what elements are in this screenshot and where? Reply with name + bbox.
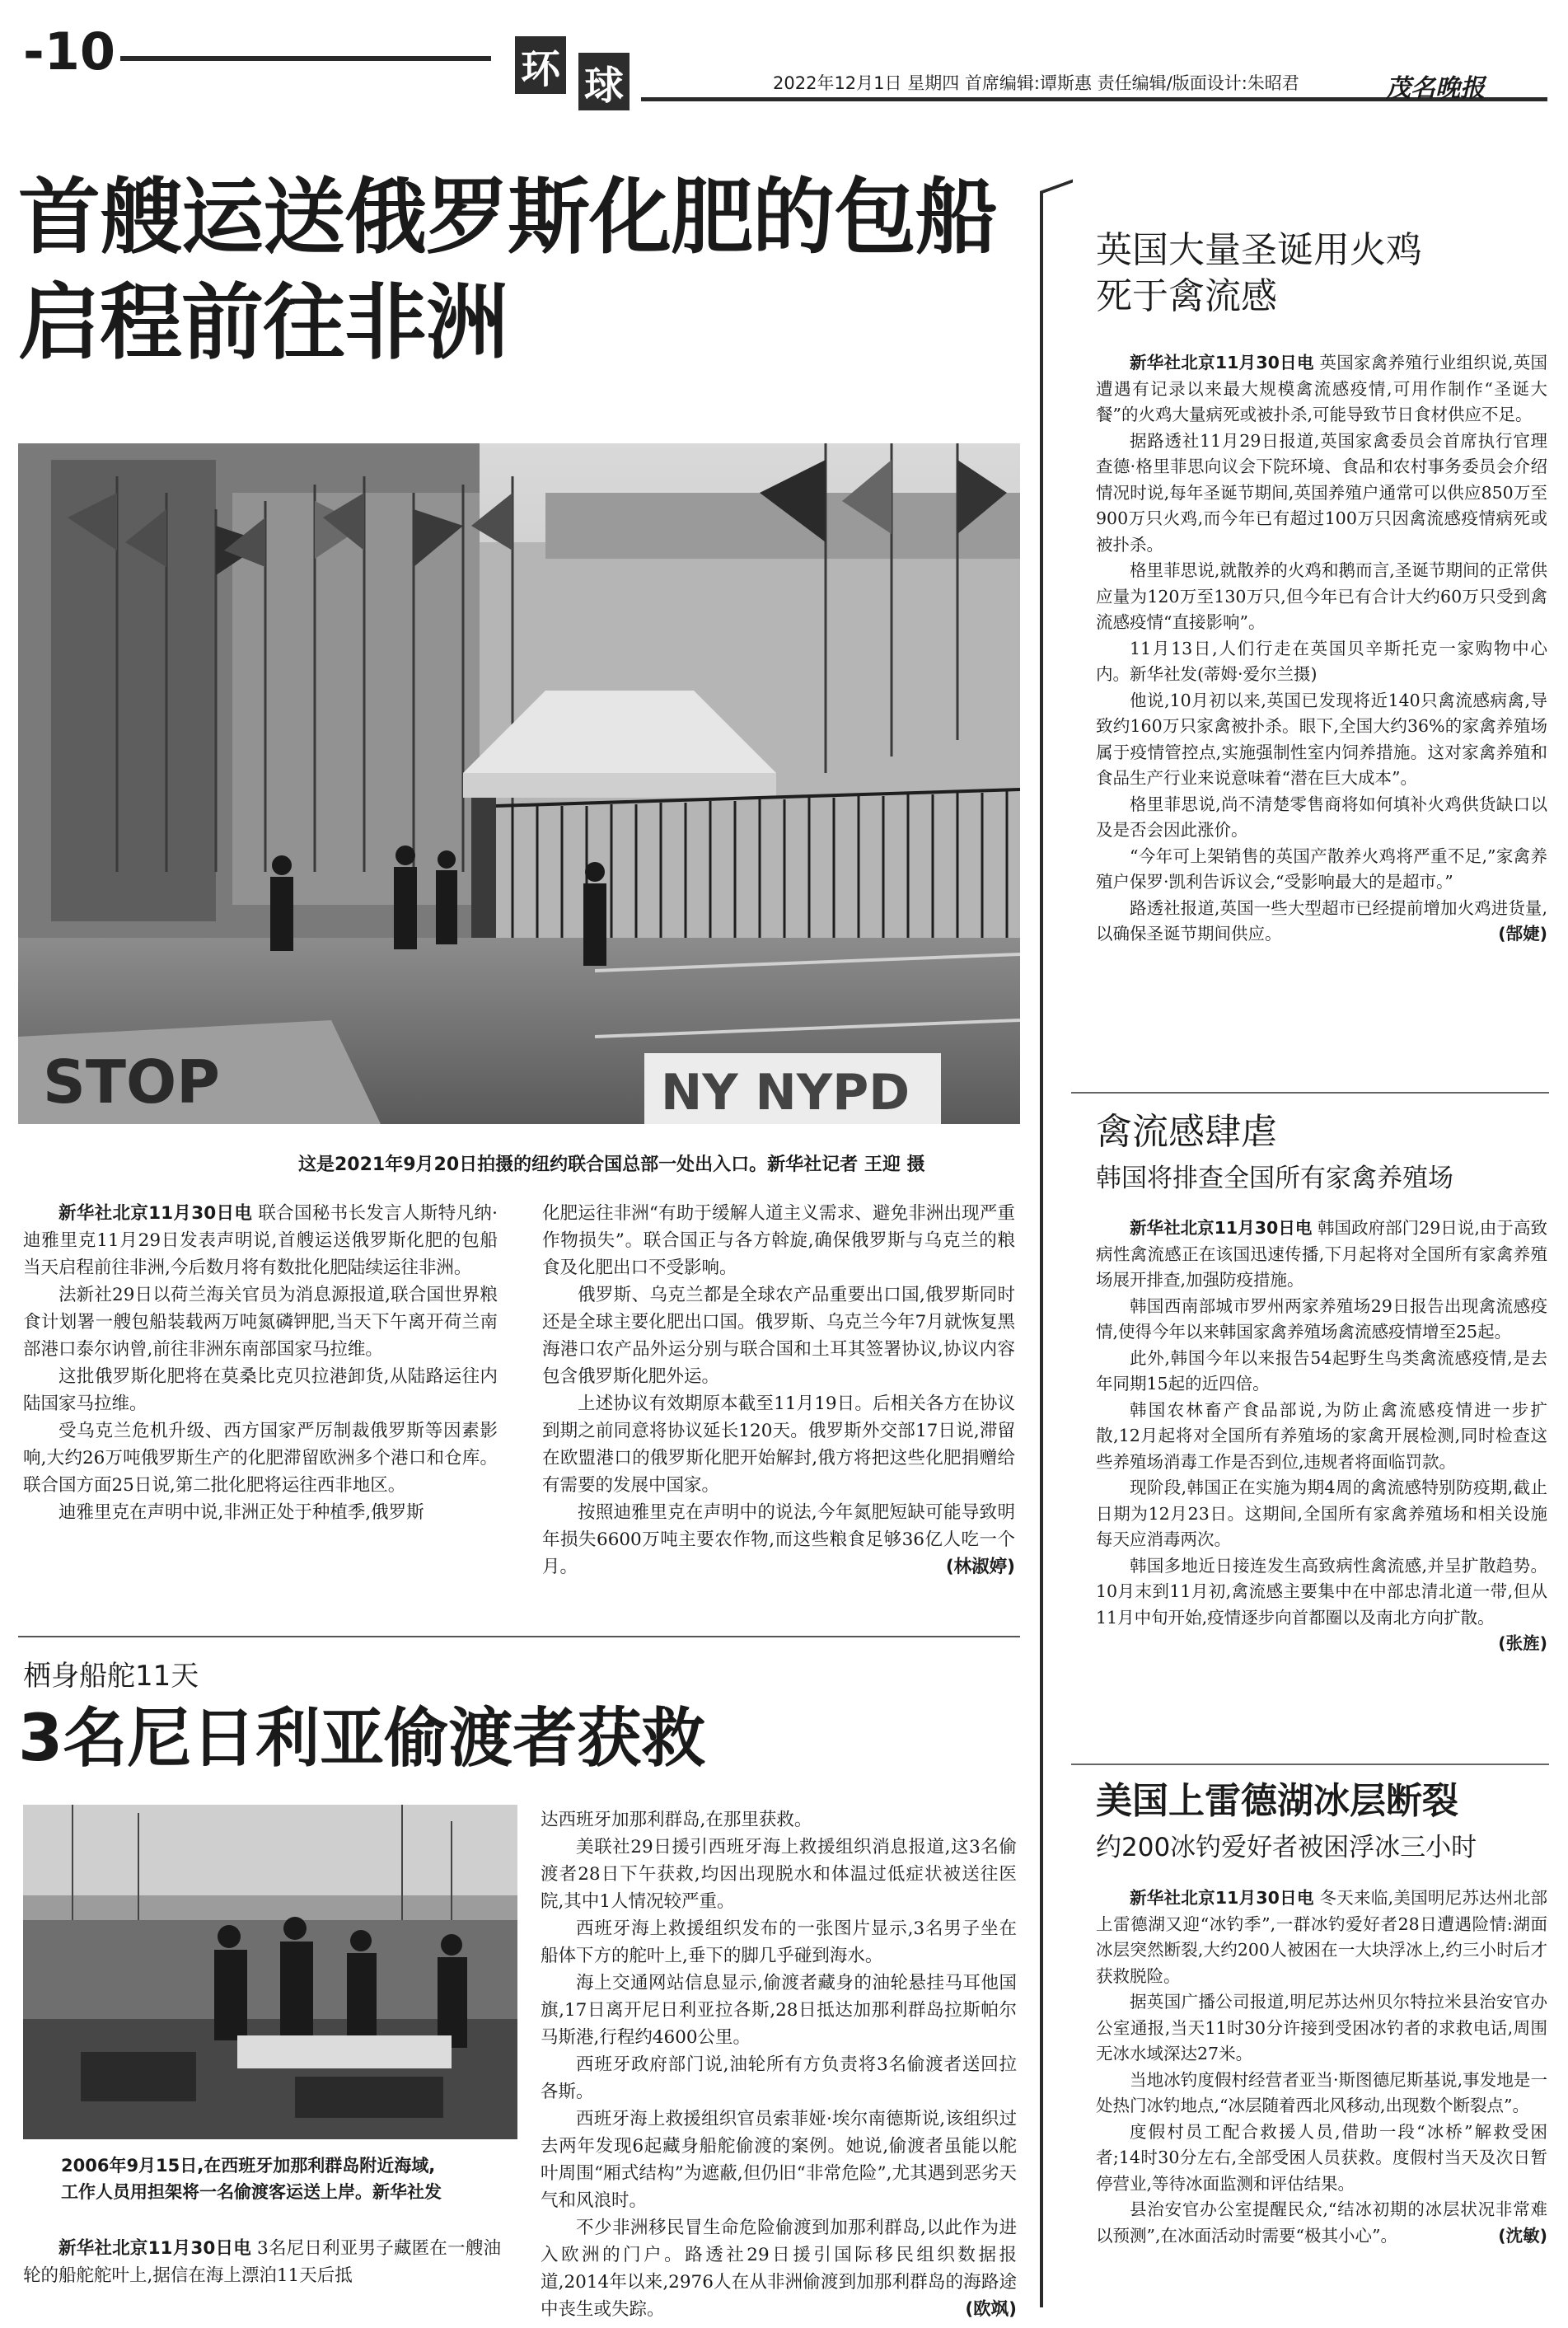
second-photo-caption (61, 2152, 522, 2205)
section-label-char-2 (578, 53, 630, 110)
stop-sign-text: STOP (43, 1047, 220, 1117)
sidebar-story-3-dateline: 新华社北京11月30日电 (1130, 1888, 1314, 1908)
sidebar-story-3-byline: (沈敏) (1498, 2225, 1547, 2246)
second-paragraph: 美联社29日援引西班牙海上救援组织消息报道,这3名偷渡者28日下午获救,均因出现脱水和体温过低症状被送往医院,其中1人情况较严重。 (541, 1837, 1017, 1912)
second-body-col-2 (541, 1806, 1017, 2323)
lead-body-col-1 (23, 1200, 498, 1526)
sidebar-story-1-paragraph (1096, 896, 1547, 948)
second-byline: (欧飒) (965, 2299, 1017, 2320)
second-paragraph: 西班牙海上救援组织官员索菲娅·埃尔南德斯说,该组织过去两年发现6起藏身船舵偷渡的案例。她说,偷渡者虽能以舵叶周围“厢式结构”为遮蔽,但仍旧“非常危险”,尤其遇到恶劣天气和风浪时。 (541, 2109, 1017, 2211)
sidebar-story-3-paragraph-text: 县治安官办公室提醒民众,“结冰初期的冰层状况非常难以预测”,在冰面活动时需要“极其小心”。 (1096, 2199, 1547, 2246)
sidebar-story-2-headline: 禽流感肆虐 (1096, 1111, 1277, 1153)
sidebar-story-2-paragraph: 韩国农林畜产食品部说,为防止禽流感疫情进一步扩散,12月起将对全国所有养殖场的家禽开展检测,同时检查这些养殖场消毒工作是否到位,违规者将面临罚款。 (1096, 1399, 1547, 1472)
lead-paragraph: 这批俄罗斯化肥将在莫桑比克贝拉港卸货,从陆路运往内陆国家马拉维。 (23, 1366, 498, 1414)
header-info: 2022年12月1日 星期四 首席编辑:谭斯惠 责任编辑/版面设计:朱昭君 (773, 73, 1299, 93)
second-photo-caption-line-2: 工作人员用担架将一名偷渡客运送上岸。新华社发 (61, 2182, 442, 2202)
lead-paragraph: 上述协议有效期原本截至11月19日。后相关各方在协议到期之前同意将协议延长120天。俄罗斯外交部17日说,滞留在欧盟港口的俄罗斯化肥开始解封,俄方将把这些化肥捐赠给有需要的发展中国家。 (542, 1394, 1015, 1496)
second-dateline: 新华社北京11月30日电 (59, 2238, 251, 2259)
masthead: 茂名晚报 (1386, 74, 1485, 103)
sidebar-divider-1 (1071, 1092, 1549, 1094)
sidebar-story-3-headline: 美国上雷德湖冰层断裂 (1096, 1780, 1458, 1822)
sidebar-story-2-paragraph-text: 韩国政府部门29日说,由于高致病性禽流感正在该国迅速传播,下月起将对全国所有家禽养殖场展开排查,加强防疫措施。 (1096, 1218, 1547, 1290)
second-paragraph (23, 2235, 501, 2289)
sidebar-story-2-paragraph-text: 韩国多地近日接连发生高致病性禽流感,并呈扩散趋势。10月末到11月初,禽流感主要集中在中部忠清北道一带,但从11月中旬开始,疫情逐步向首都圈以及南北方向扩散。 (1096, 1555, 1547, 1628)
lead-photo-image (18, 443, 1020, 1124)
sidebar-story-3-paragraph: 当地冰钓度假村经营者亚当·斯图德尼斯基说,事发地是一处热门冰钓地点,“冰层随着西北风移动,出现数个断裂点”。 (1096, 2069, 1547, 2115)
sidebar-rule-vertical (1040, 191, 1043, 2307)
second-paragraph (541, 2214, 1017, 2323)
sidebar-story-1-paragraph: 格里菲思说,尚不清楚零售商将如何填补火鸡供货缺口以及是否会因此涨价。 (1096, 794, 1547, 840)
sidebar-story-3-body (1096, 1885, 1547, 2249)
sidebar-story-2-subhead: 韩国将排查全国所有家禽养殖场 (1096, 1164, 1453, 1193)
sidebar-story-3-paragraph: 据英国广播公司报道,明尼苏达州贝尔特拉米县治安官办公室通报,当天11时30分许接到受困冰钓者的求救电话,周围无冰水域深达27米。 (1096, 1992, 1547, 2063)
second-paragraph: 西班牙海上救援组织发布的一张图片显示,3名男子坐在船体下方的舵叶上,垂下的脚几乎碰到海水。 (541, 1918, 1017, 1966)
second-paragraph-text: 不少非洲移民冒生命危险偷渡到加那利群岛,以此作为进入欧洲的门户。路透社29日援引国际移民组织数据报道,2014年以来,2976人在从非洲偷渡到加那利群岛的海路途中丧生或失踪。 (541, 2218, 1017, 2320)
sidebar-story-1-headline-line-1: 英国大量圣诞用火鸡 (1096, 229, 1422, 271)
header-rule-left (120, 56, 491, 61)
lead-paragraph: 化肥运往非洲“有助于缓解人道主义需求、避免非洲出现严重作物损失”。联合国正与各方斡旋,确保俄罗斯与乌克兰的粮食及化肥出口不受影响。 (542, 1203, 1015, 1278)
lead-paragraph: 迪雅里克在声明中说,非洲正处于种植季,俄罗斯 (59, 1502, 424, 1523)
sidebar-story-1-headline (1096, 227, 1422, 320)
lead-paragraph (23, 1200, 498, 1281)
sidebar-story-1-byline: (郜婕) (1498, 924, 1547, 944)
sidebar-story-2-body (1096, 1216, 1547, 1657)
sidebar-divider-2 (1071, 1764, 1549, 1765)
lead-paragraph (542, 1499, 1015, 1581)
sidebar-story-2-paragraph (1096, 1216, 1547, 1294)
story-divider (18, 1636, 1020, 1637)
sidebar-story-1-paragraph-text: 路透社报道,英国一些大型超市已经提前增加火鸡进货量,以确保圣诞节期间供应。 (1096, 897, 1547, 944)
sidebar-rule-top (1040, 179, 1073, 194)
sidebar-story-1-paragraph: 11月13日,人们行走在英国贝辛斯托克一家购物中心内。新华社发(蒂姆·爱尔兰摄) (1096, 638, 1547, 684)
lead-paragraph-text: 按照迪雅里克在声明中的说法,今年氮肥短缺可能导致明年损失6600万吨主要农作物,而这些粮食足够36亿人吃一个月。 (542, 1502, 1015, 1577)
lead-headline (18, 165, 997, 376)
section-label-char-2-text: 球 (583, 62, 624, 109)
section-label-char-1 (515, 36, 566, 94)
sidebar-story-1-paragraph (1096, 350, 1547, 429)
lead-photo-caption: 这是2021年9月20日拍摄的纽约联合国总部一处出入口。新华社记者 王迎 摄 (298, 1155, 925, 1175)
lead-body-col-2 (542, 1200, 1015, 1581)
sidebar-story-1-headline-line-2: 死于禽流感 (1096, 275, 1277, 317)
nypd-barrier-text: NY NYPD (661, 1064, 910, 1122)
lead-paragraph: 受乌克兰危机升级、西方国家严厉制裁俄罗斯等因素影响,大约26万吨俄罗斯生产的化肥滞留欧洲多个港口和仓库。联合国方面25日说,第二批化肥将运往西非地区。 (23, 1421, 498, 1496)
sidebar-story-1-paragraph: 据路透社11月29日报道,英国家禽委员会首席执行官理查德·格里菲思向议会下院环境、食品和农村事务委员会介绍情况时说,每年圣诞节期间,英国养殖户通常可以供应850万至900万只火鸡,而今年已有超过100万只因禽流感疫情病死或被扑杀。 (1096, 430, 1547, 555)
sidebar-story-1-paragraph: 格里菲思说,就散养的火鸡和鹅而言,圣诞节期间的正常供应量为120万至130万只,但今年已有合计大约60万只受到禽流感疫情“直接影响”。 (1096, 560, 1547, 632)
sidebar-story-3-paragraph-text: 冬天来临,美国明尼苏达州北部上雷德湖又迎“冰钓季”,一群冰钓爱好者28日遭遇险情:湖面冰层突然断裂,大约200人被困在一大块浮冰上,约三小时后才获救脱险。 (1096, 1888, 1547, 1986)
sidebar-story-2-paragraph: 此外,韩国今年以来报告54起野生鸟类禽流感疫情,是去年同期15起的近四倍。 (1096, 1347, 1547, 1394)
second-photo-image (23, 1805, 517, 2139)
sidebar-story-2-paragraph (1096, 1553, 1547, 1653)
page-number (23, 23, 115, 81)
section-label-char-1-text: 环 (520, 45, 560, 92)
lead-headline-line-2: 启程前往非洲 (18, 274, 508, 371)
sidebar-story-1-paragraph-text: 英国家禽养殖行业组织说,英国遭遇有记录以来最大规模禽流感疫情,可用作制作“圣诞大餐”的火鸡大量病死或被扑杀,可能导致节日食材供应不足。 (1096, 353, 1547, 424)
lead-paragraph: 法新社29日以荷兰海关官员为消息源报道,联合国世界粮食计划署一艘包船装载两万吨氮磷钾肥,当天下午离开荷兰南部港口泰尔讷曾,前往非洲东南部国家马拉维。 (23, 1285, 498, 1360)
second-headline: 3名尼日利亚偷渡者获救 (18, 1702, 706, 1776)
page-number-dash: - (23, 21, 44, 82)
lead-dateline: 新华社北京11月30日电 (59, 1203, 253, 1224)
sidebar-story-3-paragraph (1096, 1885, 1547, 1989)
sidebar-story-2-paragraph: 现阶段,韩国正在实施为期4周的禽流感特别防疫期,截止日期为12月23日。这期间,全国所有家禽养殖场和相关设施每天应消毒两次。 (1096, 1478, 1547, 1549)
lead-paragraph-text: 联合国秘书长发言人斯特凡纳·迪雅里克11月29日发表声明说,首艘运送俄罗斯化肥的包船当天启程前往非洲,今后数月将有数批化肥陆续运往非洲。 (23, 1203, 498, 1278)
sidebar-story-1-dateline: 新华社北京11月30日电 (1130, 353, 1314, 372)
sidebar-story-3-paragraph: 度假村员工配合救援人员,借助一段“冰桥”解救受困者;14时30分左右,全部受困人员获救。度假村当天及次日暂停营业,等待冰面监测和评估结果。 (1096, 2121, 1547, 2194)
sidebar-story-2-byline: (张旌) (1498, 1633, 1547, 1653)
page-number-text: 10 (44, 21, 116, 82)
lead-byline: (林淑婷) (945, 1557, 1015, 1577)
second-paragraph-text: 3名尼日利亚男子藏匿在一艘油轮的船舵舵叶上,据信在海上漂泊11天后抵 (23, 2238, 502, 2286)
lead-photo (18, 443, 1020, 1124)
sidebar-story-2-paragraph: 韩国西南部城市罗州两家养殖场29日报告出现禽流感疫情,使得今年以来韩国家禽养殖场禽流感疫情增至25起。 (1096, 1295, 1547, 1342)
sidebar-story-2-dateline: 新华社北京11月30日电 (1130, 1218, 1313, 1238)
second-paragraph: 西班牙政府部门说,油轮所有方负责将3名偷渡者送回拉各斯。 (541, 2054, 1017, 2102)
sidebar-story-3-paragraph (1096, 2197, 1547, 2249)
second-photo-caption-line-1: 2006年9月15日,在西班牙加那利群岛附近海域, (61, 2156, 436, 2176)
second-paragraph: 海上交通网站信息显示,偷渡者藏身的油轮悬挂马耳他国旗,17日离开尼日利亚拉各斯,28日抵达加那利群岛拉斯帕尔马斯港,行程约4600公里。 (541, 1973, 1017, 2048)
sidebar-story-1-paragraph: “今年可上架销售的英国产散养火鸡将严重不足,”家禽养殖户保罗·凯利告诉议会,“受影响最大的是超市。” (1096, 845, 1547, 892)
sidebar-story-1-body (1096, 350, 1547, 948)
sidebar-story-3-subhead: 约200冰钓爱好者被困浮冰三小时 (1096, 1833, 1477, 1862)
sidebar-story-1-paragraph: 他说,10月初以来,英国已发现将近140只禽流感病禽,导致约160万只家禽被扑杀。眼下,全国大约36%的家禽养殖场属于疫情管控点,实施强制性室内饲养措施。这对家禽养殖和食品生产行业来说意味着“潜在巨大成本”。 (1096, 690, 1547, 788)
second-body-col-1 (23, 2235, 501, 2289)
lead-paragraph: 俄罗斯、乌克兰都是全球农产品重要出口国,俄罗斯同时还是全球主要化肥出口国。俄罗斯、乌克兰今年7月就恢复黑海港口农产品外运分别与联合国和土耳其签署协议,协议内容包含俄罗斯化肥外运。 (542, 1285, 1015, 1387)
second-photo (23, 1805, 517, 2139)
lead-headline-line-1: 首艘运送俄罗斯化肥的包船 (18, 169, 997, 265)
second-kicker: 栖身船舵11天 (23, 1660, 199, 1693)
second-paragraph: 达西班牙加那利群岛,在那里获救。 (541, 1810, 812, 1830)
